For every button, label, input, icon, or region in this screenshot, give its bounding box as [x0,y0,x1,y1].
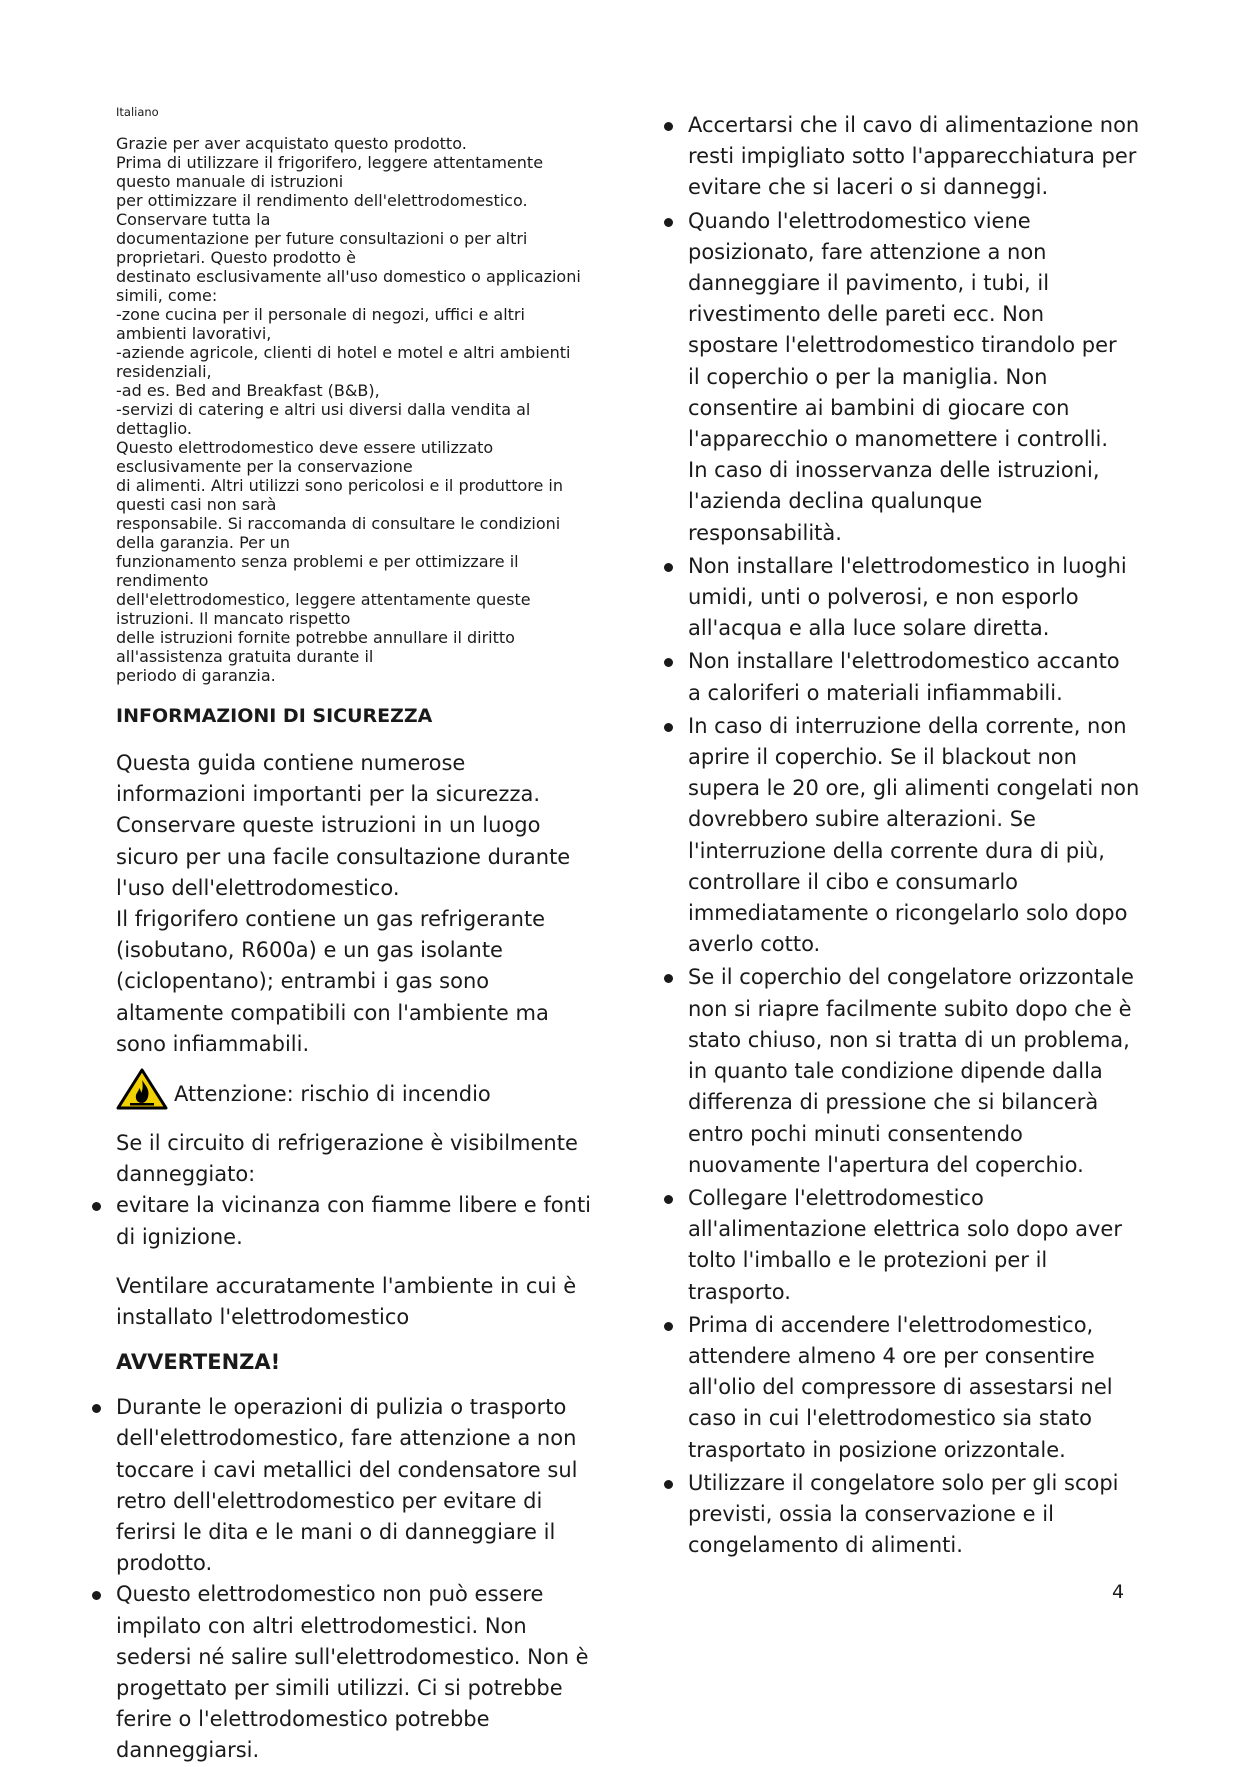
list-item [688,646,1140,708]
text-line: entro pochi minuti consentendo [688,1121,1023,1146]
safety-intro-paragraph [116,748,596,1060]
text-line: aprire il coperchio. Se il blackout non [688,745,1077,770]
text-line: in quanto tale condizione dipende dalla [688,1059,1103,1084]
text-line: sedersi né salire sull'elettrodomestico. Non è [116,1644,589,1669]
text-line: differenza di pressione che si bilancerà [688,1090,1099,1115]
intro-line: -aziende agricole, clienti di hotel e motel e altri ambienti residenziali, [116,343,571,381]
list-item [688,551,1140,645]
text-line: impilato con altri elettrodomestici. Non [116,1613,527,1638]
text-line: Collegare l'elettrodomestico [688,1185,984,1210]
text-line: (ciclopentano); entrambi i gas sono [116,969,490,994]
text-line: stato chiuso, non si tratta di un problema, [688,1027,1130,1052]
text-line: Utilizzare il congelatore solo per gli scopi [688,1470,1119,1495]
text-line: sono infiammabili. [116,1031,310,1056]
text-line: responsabilità. [688,520,842,545]
intro-paragraph [116,134,596,685]
text-line: rivestimento delle pareti ecc. Non [688,302,1045,327]
section-title: INFORMAZIONI DI SICUREZZA [116,705,433,727]
text-line: trasportato in posizione orizzontale. [688,1437,1066,1462]
text-line: trasporto. [688,1279,791,1304]
list-item [116,1579,596,1766]
page-number: 4 [1112,1581,1125,1603]
text-line: Questa guida contiene numerose [116,751,466,775]
list-item [688,1310,1140,1466]
text-line: resti impigliato sotto l'apparecchiatura per [688,144,1137,169]
text-line: installato l'elettrodomestico [116,1305,410,1330]
text-line: dell'elettrodomestico, fare attenzione a non [116,1426,577,1451]
text-line: caso in cui l'elettrodomestico sia stato [688,1406,1092,1431]
text-line: Ventilare accuratamente l'ambiente in cui è [116,1273,577,1298]
left-column [116,104,596,1767]
text-line: danneggiare il pavimento, i tubi, il [688,271,1050,296]
text-line: Se il circuito di refrigerazione è visibilmente [116,1131,578,1156]
list-item [688,206,1140,549]
text-line: dovrebbero subire alterazioni. Se [688,807,1036,832]
bullet-icon [664,723,673,732]
intro-line: destinato esclusivamente all'uso domestico o applicazioni simili, come: [116,267,581,305]
text-line: non si riapre facilmente subito dopo che è [688,996,1132,1021]
bullet-icon [664,122,673,131]
text-line: attendere almeno 4 ore per consentire [688,1343,1095,1368]
text-line: danneggiato: [116,1162,256,1187]
text-line: l'interruzione della corrente dura di più, [688,838,1105,863]
text-line: progettato per simili utilizzi. Ci si potrebbe [116,1676,563,1701]
text-line: consentire ai bambini di giocare con [688,395,1070,420]
text-line: ferire o l'elettrodomestico potrebbe [116,1707,490,1732]
intro-line: responsabile. Si raccomanda di consultare le condizioni della garanzia. Per un [116,514,561,552]
avvertenza-title: AVVERTENZA! [116,1350,281,1375]
list-item [688,1183,1140,1308]
text-line: di ignizione. [116,1224,243,1249]
intro-line: documentazione per future consultazioni o per altri proprietari. Questo prodotto è [116,229,528,267]
list-item [688,1468,1140,1562]
intro-line: per ottimizzare il rendimento dell'elettrodomestico. Conservare tutta la [116,191,528,229]
text-line: l'apparecchio o manomettere i controlli. [688,427,1109,452]
text-line: umidi, unti o polverosi, e non esporlo [688,585,1079,610]
intro-line: Grazie per aver acquistato questo prodotto. [116,134,467,153]
text-line: Non installare l'elettrodomestico accanto [688,649,1120,674]
bullet-icon [92,1404,101,1413]
text-line: all'acqua e alla luce solare diretta. [688,616,1050,641]
text-line: nuovamente l'apertura del coperchio. [688,1152,1084,1177]
intro-line: Prima di utilizzare il frigorifero, leggere attentamente questo manuale di istruzioni [116,153,544,191]
text-line: Accertarsi che il cavo di alimentazione non [688,113,1140,137]
text-line: Questo elettrodomestico non può essere [116,1582,544,1607]
text-line: Conservare queste istruzioni in un luogo [116,813,541,838]
intro-line: Questo elettrodomestico deve essere utilizzato esclusivamente per la conservazione [116,438,494,476]
text-line: prodotto. [116,1551,213,1576]
text-line: informazioni importanti per la sicurezza. [116,782,541,807]
fire-warning [116,1068,596,1110]
text-line: danneggiarsi. [116,1738,260,1763]
bullet-icon [664,218,673,227]
text-line: Prima di accendere l'elettrodomestico, [688,1312,1094,1337]
list-item [688,110,1140,204]
text-line: immediatamente o ricongelarlo solo dopo [688,901,1128,926]
text-line: evitare che si laceri o si danneggi. [688,175,1049,200]
bullet-icon [92,1202,101,1211]
text-line: averlo cotto. [688,932,821,957]
left-bullet-list [116,1392,596,1766]
circuit-bullet-list [116,1190,596,1252]
text-line: altamente compatibili con l'ambiente ma [116,1000,549,1025]
right-bullet-list [660,110,1140,1561]
warning-label: Attenzione: rischio di incendio [174,1082,491,1107]
text-line: l'azienda declina qualunque [688,489,983,514]
intro-line: funzionamento senza problemi e per ottimizzare il rendimento [116,552,519,590]
intro-line: -ad es. Bed and Breakfast (B&B), [116,381,380,400]
text-line: evitare la vicinanza con fiamme libere e fonti [116,1193,592,1218]
intro-line: di alimenti. Altri utilizzi sono pericolosi e il produttore in questi casi non sarà [116,476,563,514]
intro-line: dell'elettrodomestico, leggere attentamente queste istruzioni. Il mancato rispetto [116,590,531,628]
text-line: toccare i cavi metallici del condensatore sul [116,1457,578,1482]
ventilate-paragraph [116,1271,596,1333]
text-line: all'olio del compressore di assestarsi nel [688,1375,1113,1400]
text-line: a caloriferi o materiali infiammabili. [688,680,1063,705]
bullet-icon [664,658,673,667]
intro-line: -zone cucina per il personale di negozi, uffici e altri ambienti lavorativi, [116,305,525,343]
text-line: sicuro per una facile consultazione durante [116,844,571,869]
text-line: Durante le operazioni di pulizia o trasporto [116,1395,567,1420]
intro-line: delle istruzioni fornite potrebbe annullare il diritto all'assistenza gratuita durante il [116,628,515,666]
circuit-paragraph [116,1128,596,1190]
bullet-icon [92,1591,101,1600]
text-line: previsti, ossia la conservazione e il [688,1501,1054,1526]
text-line: In caso di inosservanza delle istruzioni, [688,458,1100,483]
language-label: Italiano [116,105,159,119]
text-line: retro dell'elettrodomestico per evitare di [116,1488,543,1513]
intro-line: -servizi di catering e altri usi diversi dalla vendita al dettaglio. [116,400,531,438]
text-line: spostare l'elettrodomestico tirandolo per [688,333,1117,358]
text-line: congelamento di alimenti. [688,1533,963,1558]
text-line: Quando l'elettrodomestico viene [688,208,1031,233]
text-line: controllare il cibo e consumarlo [688,869,1019,894]
text-line: supera le 20 ore, gli alimenti congelati non [688,776,1140,801]
list-item [688,962,1140,1180]
bullet-icon [664,1322,673,1331]
text-line: il coperchio o per la maniglia. Non [688,364,1048,389]
text-line: (isobutano, R600a) e un gas isolante [116,938,503,963]
text-line: all'alimentazione elettrica solo dopo aver [688,1217,1122,1242]
list-item [116,1190,596,1252]
text-line: tolto l'imballo e le protezioni per il [688,1248,1048,1273]
text-line: ferirsi le dita e le mani o di danneggiare il [116,1520,556,1545]
text-line: Il frigorifero contiene un gas refrigerante [116,907,546,932]
intro-line: periodo di garanzia. [116,666,276,685]
text-line: In caso di interruzione della corrente, non [688,713,1127,738]
list-item [116,1392,596,1579]
bullet-icon [664,563,673,572]
bullet-icon [664,1195,673,1204]
text-line: Non installare l'elettrodomestico in luoghi [688,553,1127,578]
text-line: Se il coperchio del congelatore orizzontale [688,965,1134,990]
text-line: posizionato, fare attenzione a non [688,239,1047,264]
right-column [660,110,1140,1563]
flammable-warning-icon [116,1068,168,1110]
bullet-icon [664,974,673,983]
text-line: l'uso dell'elettrodomestico. [116,875,400,900]
bullet-icon [664,1480,673,1489]
list-item [688,711,1140,961]
